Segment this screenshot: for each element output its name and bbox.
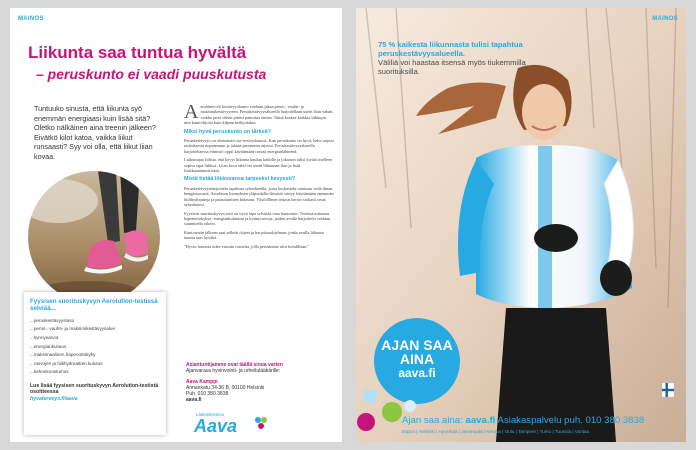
drop-cap: A [184, 101, 199, 123]
aava-logo [194, 412, 274, 438]
ad-label: MAINOS [18, 16, 44, 22]
left-page [10, 8, 342, 442]
list-item: ...energiankulutus [30, 343, 67, 349]
list-item: ...perus-, vauhti- ja maksimikestävyysalue [30, 326, 116, 332]
article-paragraph: Fyysisen suorituskyvyn testi on hyvä tapa selvittää oma kuntotaso. Testissä mitataan hapenottokykyä, energiankulutusta ja kynnysarvoja, joiden avulla harjoittelu voidaan suunnitella oikein. [184, 210, 331, 227]
right-page [356, 8, 686, 442]
contact-subheading: Ajanvaraus hyvinvointi- ja urheilulääkärille: [186, 368, 281, 375]
logo-word: Aava [194, 416, 238, 436]
city-list: Espoo | Helsinki | Hyvinkää | Järvenpää | Kerava | Oulu | Tampere | Turku | Tuusula | Vantaa [402, 429, 590, 434]
clinic-phone[interactable]: Puh. 010 380 3838 [186, 391, 229, 398]
clinic-address: Annankatu 34-36 B, 00100 Helsinki [186, 384, 265, 391]
running-shoes-photo [28, 171, 160, 303]
list-item: ...rasvojen ja hiilihydraattien kulutus [30, 360, 103, 366]
checklist-link[interactable]: hyvaterveys.fi/aava [30, 395, 78, 402]
test-checklist-box [24, 292, 166, 435]
footer-prefix: Ajan saa aina: [402, 415, 466, 426]
list-item: ...maksimaalinen hapenottokyky [30, 352, 96, 358]
headline: Liikunta saa tuntua hyvältä [28, 43, 247, 62]
checklist-items [30, 317, 160, 377]
article-intro: erobinen eli kestävyyskunto voidaan jakaa perus-, vauhti- ja maksimikestävyyteen. Peruskestävyysalueella harjoitellaan usein liian vähän, vaikka juuri siihen pitäisi panostaa eniten. Tämä koskee kaikkia liikkujia, niin kuntoilijoita kuin kilpaurheilijoitakin. [184, 104, 334, 126]
lead-paragraph: Tuntuuko sinusta, että liikunta syö enemmän energiaasi kuin lisää sitä? Oletko nälkäinen aina treenin jälkeen? Eivätkö kilot katoa, vaikka liikut runsaasti? Syy voi olla, että liikut liian kovaa. [34, 104, 156, 161]
footer-link[interactable]: aava.fi [465, 415, 496, 426]
checklist-title: Fyysisen suorituskyvyn Aerolution-testissä selviää... [30, 298, 158, 313]
finnish-flag-icon [662, 383, 674, 397]
article-subheading-1: Miksi hyvä peruskunto on tärkeä? [184, 128, 271, 135]
logo-dots-icon [254, 416, 268, 430]
contact-block [186, 362, 334, 404]
right-heading-bold: 75 % kaikesta liikunnasta tulisi tapahtua peruskestävyysalueella. [378, 40, 523, 58]
clinic-name: Aava Kamppi [186, 378, 218, 385]
article-paragraph: Luihuttujaa fiilista, että kevyt liikunta kuuluu kaikille ja jokaisen tulisi löytää itselleen sopiva tapa liikkua. Liian kova tahti vie usein liikunnan ilon ja lisää loukkaantumisriskiä. [184, 157, 333, 174]
article-subheading-2: Mistä tietää liikkuvansa tarpeeksi kevyesti? [184, 176, 296, 183]
list-item: ...peruskestävyystaso [30, 317, 75, 323]
right-heading [378, 40, 538, 76]
logo-tagline: Lääkärikeskus [196, 412, 225, 417]
checklist-footer: Lue lisää fyysisen suorituskyvyn Aerolution-testistä osoitteessa [30, 382, 159, 396]
badge-url: aava.fi [398, 366, 436, 380]
clinic-website[interactable]: aava.fi [186, 397, 202, 404]
right-heading-sub: Väliliä voi haastaa itsensä myös tiukemmilla suorituksilla. [378, 58, 526, 76]
article-paragraph: Kuntotestin jälkeen saat selkeät ohjeet ja harjoitusohjelman, jonka avulla liikunta tuntuu taas hyvältä. [184, 229, 324, 241]
footer-contact [402, 415, 686, 426]
article-body [184, 101, 334, 252]
list-item: ...kehonkoostumus [30, 369, 69, 375]
article-paragraph: Peruskestävyys on olennaisin osa terveyskuntoa. Kun peruskunto on hyvä, keho toipuu rasituksesta nopeammin ja jaksaa paremmin arjessa. Peruskestävyysalueella harjoiteltaessa elimistö oppii käyttämään rasvaa energianlähteenä. [184, 138, 334, 154]
contact-heading: Asiantuntijamme ovat täällä sinua varten [186, 362, 283, 368]
ad-label: MAINOS [652, 16, 678, 22]
footer-phone: Asiakaspalvelu puh. 010 380 3838 [495, 415, 645, 426]
article-paragraph: Peruskestävyysharjoittelu tapahtuu sykealueella, jossa keskustelu onnistuu vielä ilman hengästymistä. Aerobisen kynnyksen yläpuolella elimistö siirtyy käyttämään enemmän hiilihydraatteja ja palautuminen hidastuu. Yksilöllinen testaus kertoo tarkasti omat sykealueesi. [184, 185, 334, 208]
article-quote: "Hyvin harrasta tulee vuosiin toistetta, jolla peruskunto ulos kohdillaan." [184, 243, 310, 249]
list-item: ...kynnysarvot [30, 335, 59, 340]
badge-text: AJAN SAA AINA [381, 337, 453, 367]
subheadline: – peruskunto ei vaadi puuskutusta [36, 66, 267, 82]
